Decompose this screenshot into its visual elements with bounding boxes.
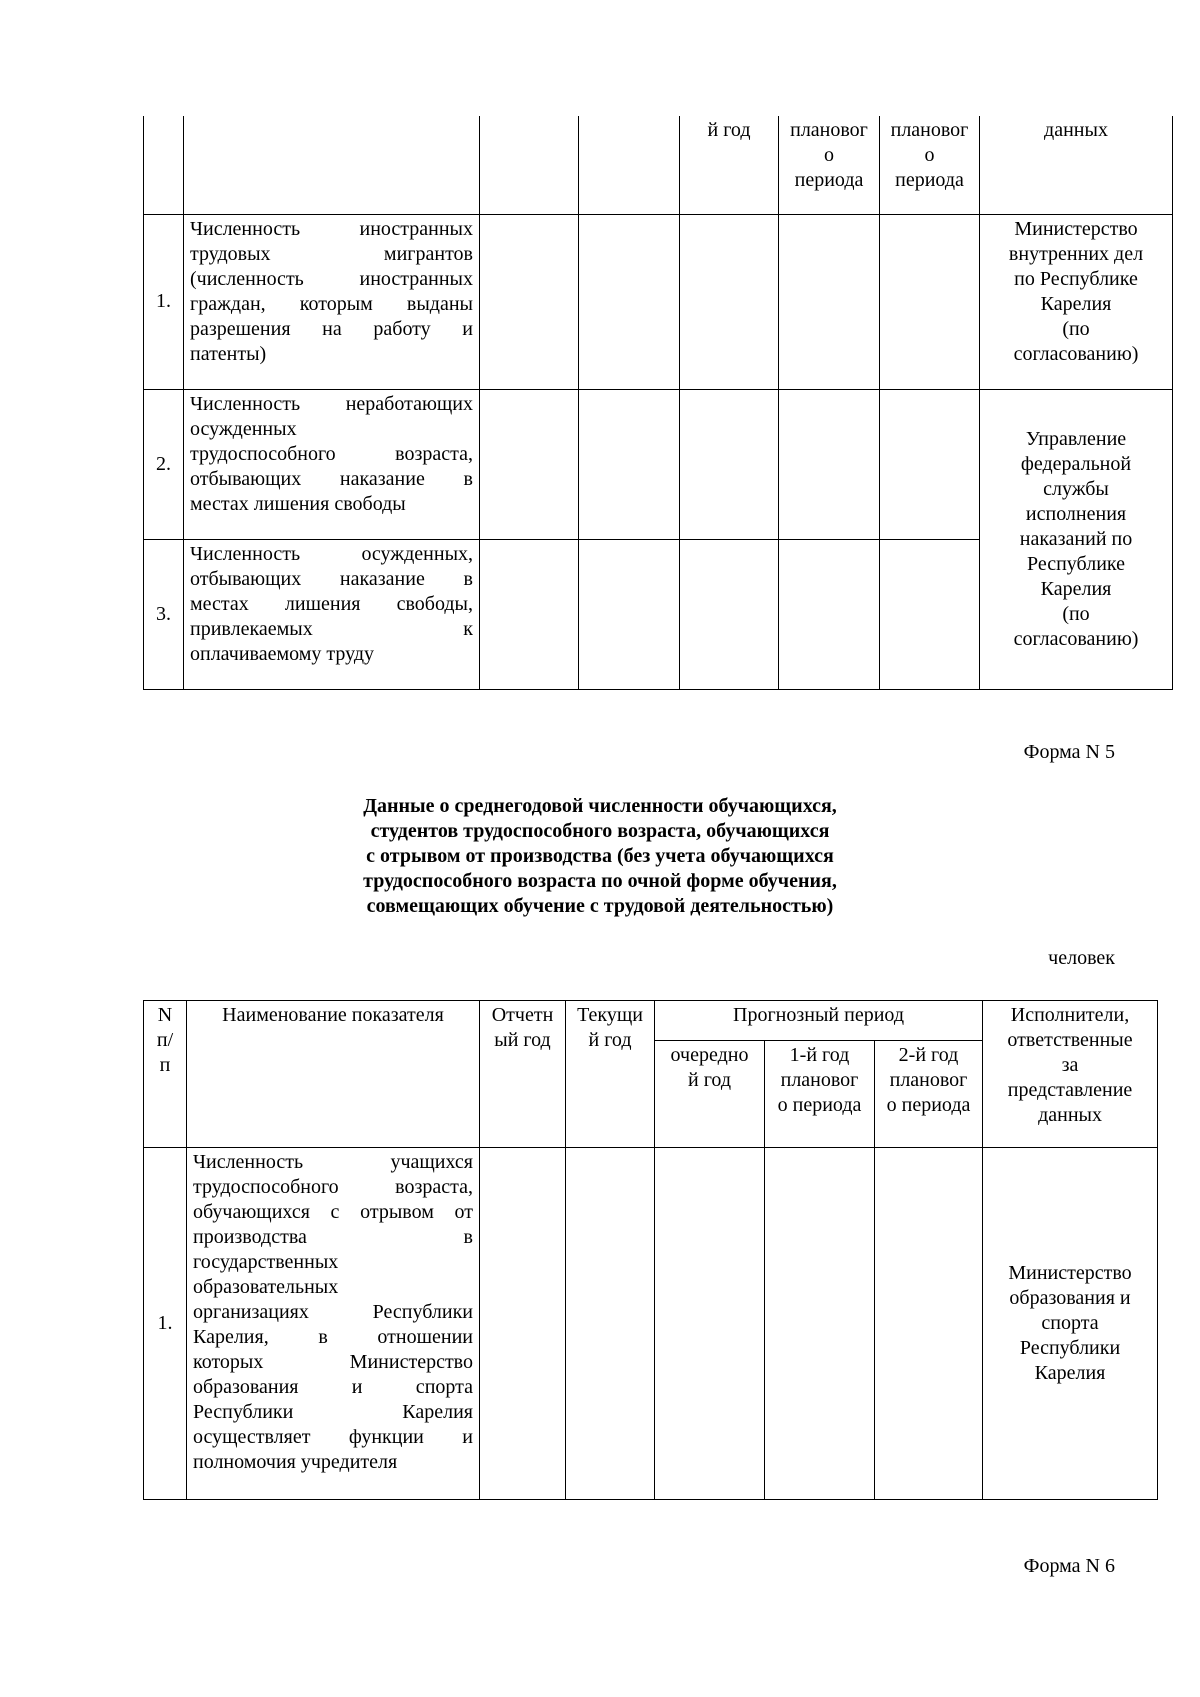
form-label: Форма N 5 [1023, 741, 1115, 763]
value-cell [579, 539, 680, 689]
table-continued [143, 116, 1173, 690]
table-row [144, 214, 1173, 389]
value-cell [880, 539, 980, 689]
value-cell [875, 1148, 983, 1500]
value-cell [779, 389, 880, 539]
value-cell [566, 1148, 655, 1500]
form-label: Форма N 6 [1023, 1555, 1115, 1577]
header-plan-year1-tail: плановог о периода [779, 116, 880, 214]
row-number: 2. [144, 389, 184, 539]
header-cell [184, 116, 480, 214]
header-name: Наименование показателя [187, 1001, 480, 1148]
table-row [144, 389, 1173, 539]
executor-cell: Министерство внутренних дел по Республике Карелия (по согласованию) [980, 214, 1173, 389]
value-cell [579, 214, 680, 389]
executor-cell-shared: Управление федеральной службы исполнения наказаний по Республике Карелия (по согласованию) [980, 389, 1173, 689]
header-next-year-tail: й год [680, 116, 779, 214]
value-cell [480, 214, 579, 389]
value-cell [680, 539, 779, 689]
header-next-year: очередно й год [655, 1041, 765, 1148]
row-number: 1. [144, 214, 184, 389]
header-plan-year1: 1-й год плановог о периода [765, 1041, 875, 1148]
value-cell [880, 389, 980, 539]
form-heading: Данные о среднегодовой численности обучающихся, студентов трудоспособного возраста, обучающихся с отрывом от производства (без учета обучающихся трудоспособного возраста по очной форме обучения, совмещающих обучение с трудовой деятельностью) [363, 795, 837, 917]
indicator-name: Численность иностранных трудовых мигрантов (численность иностранных граждан, которым выданы разрешения на работу и патенты) [184, 214, 480, 389]
indicator-name: Численность неработающих осужденных трудоспособного возраста, отбывающих наказание в местах лишения свободы [184, 389, 480, 539]
value-cell [579, 389, 680, 539]
executor-cell: Министерство образования и спорта Республики Карелия [983, 1148, 1158, 1500]
header-cell [579, 116, 680, 214]
table-header-row [144, 1001, 1158, 1041]
table-row [144, 1148, 1158, 1500]
data-table [143, 1000, 1158, 1500]
header-plan-year2: 2-й год плановог о периода [875, 1041, 983, 1148]
header-executors-tail: данных [980, 116, 1173, 214]
header-forecast-period: Прогнозный период [655, 1001, 983, 1041]
header-current-year: Текущи й год [566, 1001, 655, 1148]
value-cell [480, 389, 579, 539]
row-number: 3. [144, 539, 184, 689]
header-num: N п/ п [144, 1001, 187, 1148]
value-cell [480, 1148, 566, 1500]
header-executors: Исполнители, ответственные за представление данных [983, 1001, 1158, 1148]
value-cell [779, 214, 880, 389]
row-number: 1. [144, 1148, 187, 1500]
indicator-name: Численность осужденных, отбывающих наказание в местах лишения свободы, привлекаемых к оплачиваемому труду [184, 539, 480, 689]
value-cell [655, 1148, 765, 1500]
header-plan-year2-tail: плановог о периода [880, 116, 980, 214]
unit-label: человек [1048, 947, 1115, 969]
value-cell [765, 1148, 875, 1500]
value-cell [880, 214, 980, 389]
table-header-row [144, 116, 1173, 214]
value-cell [779, 539, 880, 689]
value-cell [480, 539, 579, 689]
header-reporting-year: Отчетн ый год [480, 1001, 566, 1148]
value-cell [680, 389, 779, 539]
value-cell [680, 214, 779, 389]
header-cell [144, 116, 184, 214]
indicator-name: Численность учащихся трудоспособного возраста, обучающихся с отрывом от производства в государственных образовательных организациях Республики Карелия, в отношении которых Министерство образования и спорта Республики Карелия осуществляет функции и полномочия учредителя [187, 1148, 480, 1500]
header-cell [480, 116, 579, 214]
